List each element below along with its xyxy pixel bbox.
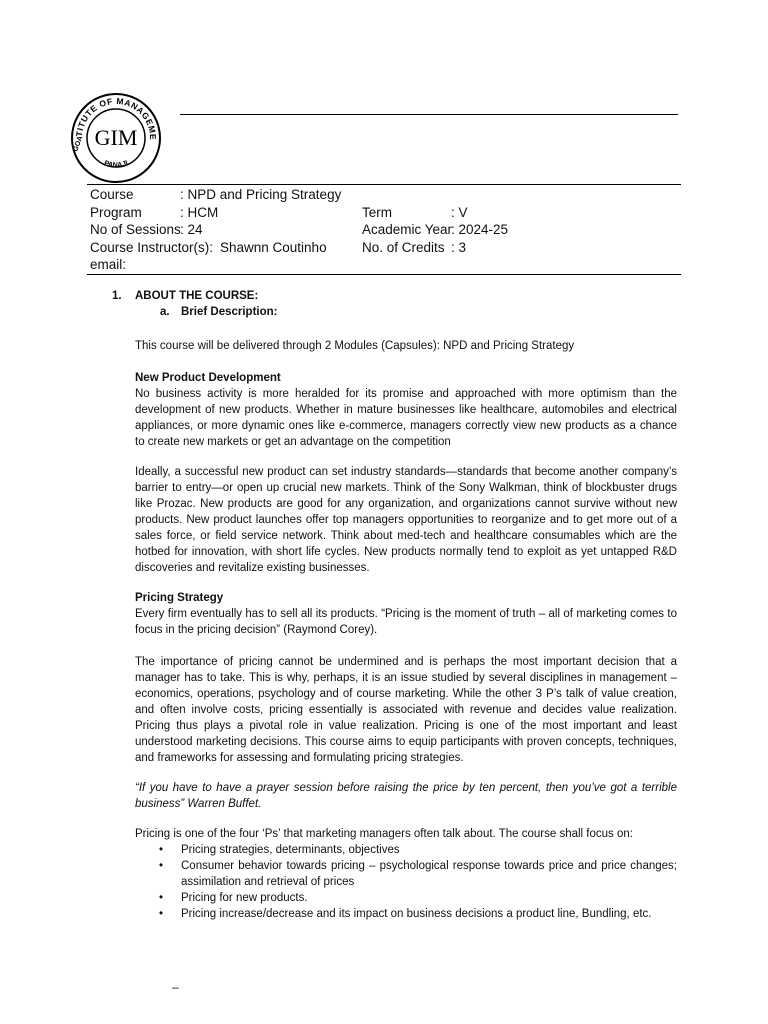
academic-year-value: : 2024-25 (451, 222, 509, 237)
logo-initials: GIM (94, 125, 138, 150)
bullet-icon: • (159, 844, 164, 856)
course-intro: This course will be delivered through 2 Modules (Capsules): NPD and Pricing Strategy (135, 340, 575, 352)
course-label: Course (90, 187, 134, 202)
list-item: • Pricing increase/decrease and its impact on business decisions a product line, Bundling, etc. (159, 908, 652, 920)
info-divider-bottom (87, 274, 681, 275)
focus-intro: Pricing is one of the four ‘Ps’ that marketing managers often talk about. The course shall focus on: (135, 828, 633, 840)
focus-list (135, 842, 677, 922)
list-item: • Consumer behavior towards pricing – psychological response towards price and price changes; assimilation and retrieval of prices (159, 860, 677, 888)
academic-year-label: Academic Year (362, 222, 453, 237)
pricing-paragraph-1: Every firm eventually has to sell all its products. “Pricing is the moment of truth – all of marketing comes to focus in the pricing decision” (Raymond Corey). (135, 608, 677, 636)
credits-value: : 3 (451, 240, 467, 255)
subsection-letter: a. (160, 306, 170, 318)
list-item: • Pricing strategies, determinants, objectives (159, 844, 400, 856)
email-label: email: (90, 257, 127, 272)
institute-logo (70, 92, 162, 184)
logo-ring-text-bottom: PANAJI (103, 159, 130, 170)
sessions-value: : 24 (180, 222, 203, 237)
credits-label: No. of Credits (362, 240, 445, 255)
program-value: : HCM (180, 205, 219, 220)
instructor-label: Course Instructor(s): (90, 240, 214, 255)
pricing-paragraph-2: The importance of pricing cannot be undermined and is perhaps the most important decision that a manager has to take. This is why, perhaps, it is an issue studied by several disciplines in management – economics, operations, psychology and of course marketing. While the other 3 P’s talk of value creation, and often involve costs, pricing essentially is associated with revenue and decides value realization. Pricing thus plays a pivotal role in value realization. Pricing is one of the most important and least understood marketing decisions. This course aims to equip participants with proven concepts, techniques, and frameworks for assessing and formulating pricing strategies. (135, 656, 677, 764)
list-item: • Pricing for new products. (159, 892, 308, 904)
logo-ring-text-left: GOA (72, 135, 85, 153)
pricing-heading: Pricing Strategy (135, 592, 224, 604)
term-value: : V (451, 205, 468, 220)
instructor-value: Shawnn Coutinho (220, 240, 327, 255)
bullet-icon: • (159, 860, 164, 872)
buffet-quote: “If you have to have a prayer session before raising the price by ten percent, then you’ve got a terrible business” Warren Buffet. (135, 782, 677, 810)
header-rule (180, 114, 678, 115)
bullet-icon: • (159, 908, 164, 920)
term-label: Term (362, 205, 392, 220)
section-number: 1. (112, 290, 122, 302)
section-title: ABOUT THE COURSE: (135, 290, 259, 302)
npd-paragraph-1: No business activity is more heralded for its promise and approached with more optimism than the development of new products. Whether in mature businesses like healthcare, automobiles and electrical appliances, or more dynamic ones like e-commerce, managers correctly view new products as a chance to create new markets or get an advantage on the competition (135, 388, 677, 448)
footer-dash: – (172, 980, 179, 994)
logo-ring-text-top: TITUTE OF MANAGEME (73, 95, 159, 141)
course-value: : NPD and Pricing Strategy (180, 187, 342, 202)
info-divider-top (87, 184, 681, 185)
bullet-icon: • (159, 892, 164, 904)
subsection-title: Brief Description: (181, 306, 278, 318)
program-label: Program (90, 205, 142, 220)
npd-paragraph-2: Ideally, a successful new product can set industry standards—standards that become another company’s barrier to entry—or open up crucial new markets. Think of the Sony Walkman, think of blockbuster drugs like Prozac. New products are good for any organization, and organizations cannot survive without new products. New product launches offer top managers opportunities to reorganize and to get more out of a sales force, or field service network. Think about med-tech and healthcare consumables which are the hotbed for innovation, with short life cycles. New products normally tend to exploit as yet untapped R&D discoveries and revitalize existing businesses. (135, 466, 677, 574)
svg-text:PANAJI (103, 160, 129, 169)
npd-heading: New Product Development (135, 372, 281, 384)
sessions-label: No of Sessions (90, 222, 181, 237)
